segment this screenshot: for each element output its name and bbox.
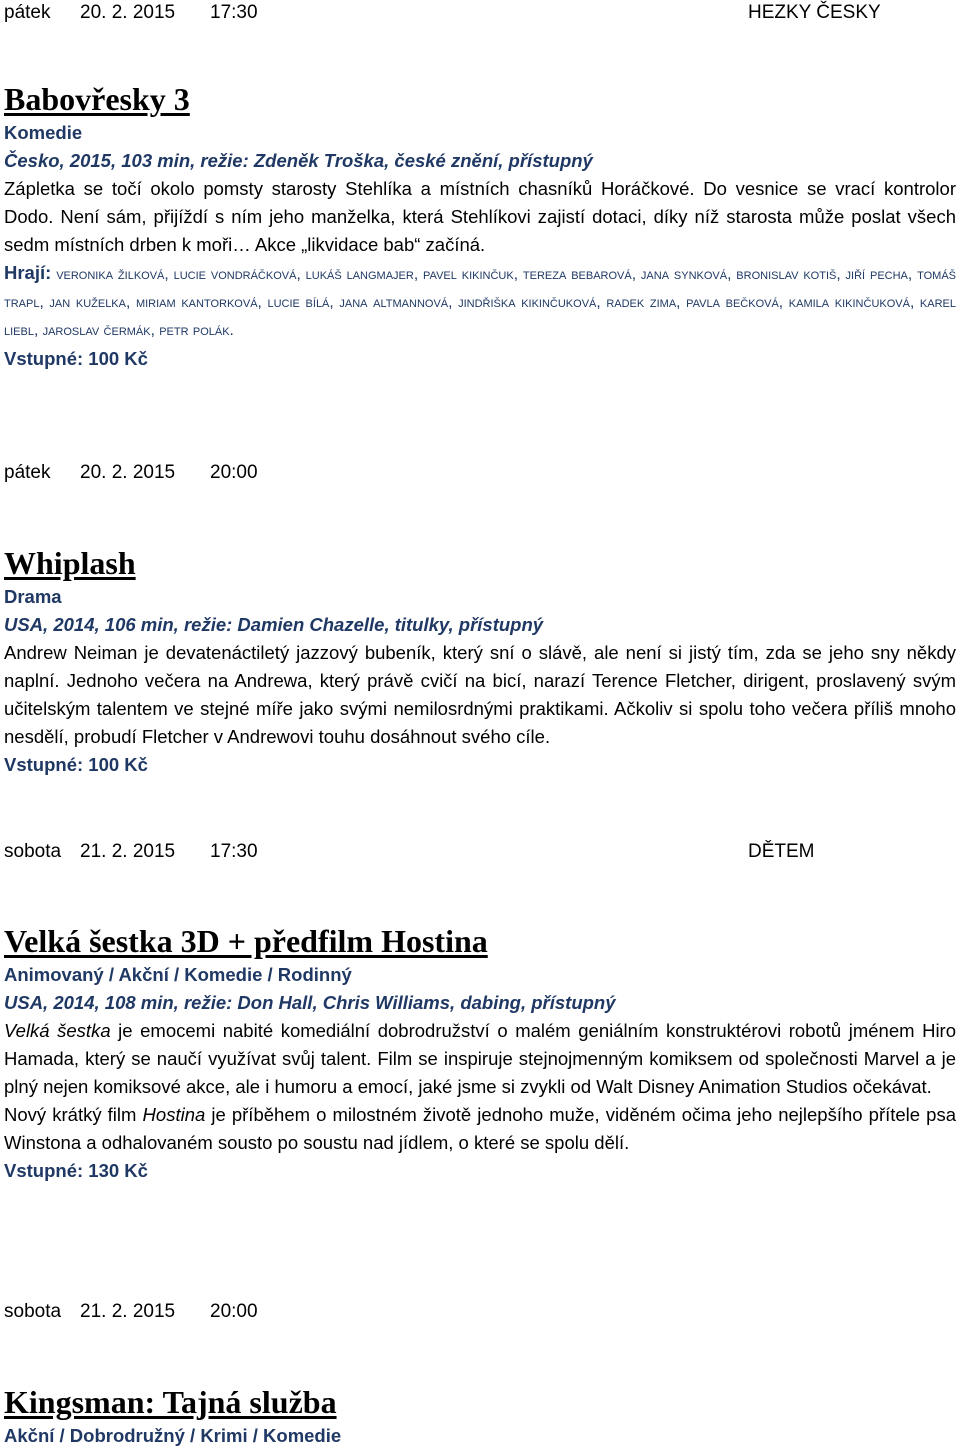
event-description: Andrew Neiman je devatenáctiletý jazzový bubeník, který sní o slávě, ale není si jistý tím, zda se jeho sny někdy naplní. Jednoho večera na Andrewa, který právě cvičí na bicí, narazí Terence Fletcher, dirigent, proslavený svým učitelským talentem ve stejné míře jako svými nemilosrdnými praktikami. Ačkoliv si spolu toho večera příliš mnoho nesdělí, probudí Fletcher v Andrewovi touhu dosáhnout svého cíle. [4,642,956,747]
event-babovresky [4,2,956,373]
event-price: Vstupné: 130 Kč [4,1160,148,1181]
event-time: 17:30 [210,2,258,23]
event-price: Vstupné: 100 Kč [4,348,148,369]
event-date: 21. 2. 2015 [80,841,176,862]
event-dateline [4,841,956,869]
event-dateline [4,2,956,30]
event-genre: Animovaný / Akční / Komedie / Rodinný [4,964,352,985]
event-date: 20. 2. 2015 [80,2,176,23]
event-day: sobota [4,1301,62,1322]
event-genre: Akční / Dobrodružný / Krimi / Komedie [4,1425,342,1446]
event-time: 20:00 [210,462,258,483]
description-text: Nový krátký film [4,1104,143,1125]
cast-list: veronika žilková, lucie vondráčková, lukáš langmajer, pavel kikinčuk, tereza bebarová, jana synková, bronislav kotiš, jiří pecha, tomáš trapl, jan kuželka, miriam kantorková, lucie bílá, jana altmannová, jindřiška kikinčuková, radek zima, pavla bečková, kamila kikinčuková, karel liebl, jaroslav čermák, petr polák. [4,266,956,339]
event-whiplash [4,462,956,779]
event-cast [4,259,956,345]
event-description-short-film [4,1101,956,1157]
event-velka-sestka [4,841,956,1185]
event-category: DĚTEM [748,841,815,862]
event-description [4,1017,956,1101]
event-dateline [4,462,956,490]
event-date: 20. 2. 2015 [80,462,176,483]
event-meta: USA, 2014, 108 min, režie: Don Hall, Chris Williams, dabing, přístupný [4,992,616,1013]
event-time: 20:00 [210,1301,258,1322]
event-time: 17:30 [210,841,258,862]
event-price: Vstupné: 100 Kč [4,754,148,775]
event-meta: Česko, 2015, 103 min, režie: Zdeněk Troška, české znění, přístupný [4,150,593,171]
event-genre: Drama [4,586,62,607]
event-day: pátek [4,2,51,23]
event-meta: USA, 2014, 106 min, režie: Damien Chazelle, titulky, přístupný [4,614,544,635]
event-description: Zápletka se točí okolo pomsty starosty Stehlíka a místních chasníků Horáčkové. Do vesnice se vrací kontrolor Dodo. Není sám, přijíždí s ním jeho manželka, která Stehlíkovi zajistí dotaci, díky níž starosta může poslat všech sedm místních drben k moři… Akce „likvidace bab“ začíná. [4,178,956,255]
event-kingsman [4,1301,956,1450]
event-title: Whiplash [4,545,136,581]
film-name-italic: Hostina [142,1104,206,1125]
description-text: je příběhem o milostném životě jednoho muže, viděném očima jeho nejlepšího přítele psa Winstona a odhalovaném sousto po soustu nad jídlem, o které se spolu dělí. [4,1104,956,1153]
event-date: 21. 2. 2015 [80,1301,176,1322]
event-category: HEZKY ČESKY [748,2,881,23]
event-title: Kingsman: Tajná služba [4,1384,337,1420]
film-name-italic: Velká šestka [4,1020,111,1041]
event-day: sobota [4,841,62,862]
cast-label: Hrají: [4,262,52,283]
description-text: je emocemi nabité komediální dobrodružství o malém geniálním konstruktérovi robotů jménem Hiro Hamada, který se naučí využívat svůj talent. Film se inspiruje stejnojmenným komiksem od společnosti Marvel a je plný nejen komiksové akce, ale i humoru a emocí, jaké jsme si zvykli od Walt Disney Animation Studios očekávat. [4,1020,957,1097]
event-genre: Komedie [4,122,83,143]
event-title: Babovřesky 3 [4,81,190,117]
event-title: Velká šestka 3D + předfilm Hostina [4,923,488,959]
event-dateline [4,1301,956,1329]
event-day: pátek [4,462,51,483]
